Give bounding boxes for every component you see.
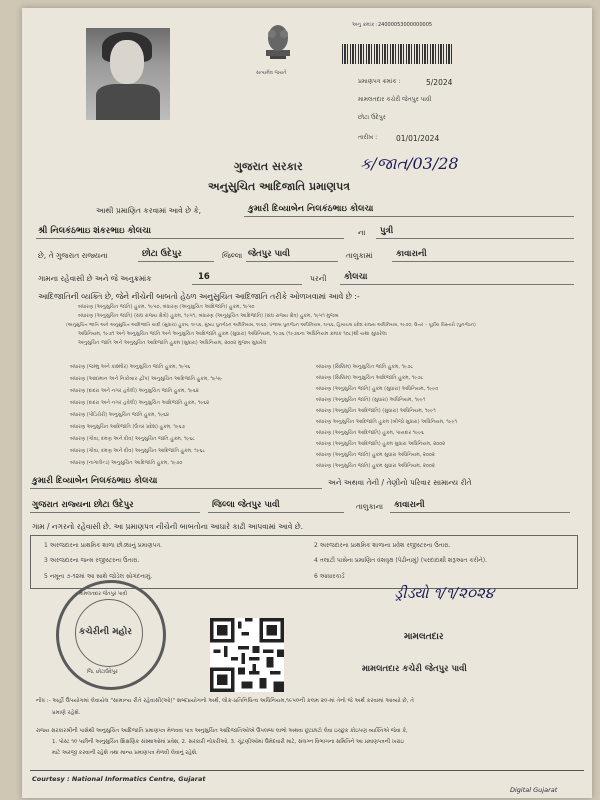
acts-right-item: બંધારણ (અનુસુચિત જાતિ) હુકમ સુધારા અધિનિયમ, ૨૦૦૨ xyxy=(316,463,435,469)
acts-right-item: બંધારણ (અનુસુચિત આદિજાતિ) હુકમ સુધારા અધિનિયમ, ૨૦૦૨ xyxy=(316,441,446,447)
date-label: તારીખ : xyxy=(358,134,378,141)
acts-right-item: બંધારણ (અનુસુચિત આદિજાતિ) (સુધારા) અધિનિયમ, ૧૯૯૧ xyxy=(316,408,436,414)
ashoka-emblem-icon xyxy=(260,20,296,68)
note-line: રાજ્ય સરકારશ્રીની પાસેથી અનુસુચિત આદિજાતિ પ્રમાણપત્ર મેળવવા પાત્ર અનુસુચિત આદિજાતિઓએ ઉપલબ્ધ લાભો અથવા છૂટછાટો લેવા ઇચ્છુક કોઇપણ વ્યક્તિએ જેવા કે, xyxy=(36,728,408,734)
note-line: 1. પોસ્ટ ૧૦ પછીની અનુસુચિત શિક્ષણિક સંસ્થાઓમાં પ્રવેશ, 2. સરકારી નોકરીઓ, 3. ચૂંટણીઓમાં ઉમેદવારી માટે, સંલગ્ન વિભાગના સમિતિને આ પ્રમાણપત્રની ખરાઇ xyxy=(52,739,404,745)
acts-left-item: બંધારણ અનુસુચિત આદિજાતિ (ઉત્તર પ્રદેશ) હુકમ, ૧૯૬૭ xyxy=(70,424,185,430)
acts-right-item: બંધારણ (અનુસુચિત આદિજાતિ) હુકમ, પાયદાર ૧૯૯૬ xyxy=(316,430,424,436)
serial-value: 16 xyxy=(198,272,210,282)
signature-designation: મામલતદાર xyxy=(404,632,444,642)
acts-left-item: બંધારણ (પોંડિચેરી) અનુસુચિત જાતિ હુકમ, ૧૯૬૪ xyxy=(70,412,170,418)
acts-left-item: બંધારણ (દાદરા અને નગર હવેલી) અનુસુચિત આદિજાતિ હુકમ, ૧૯૬૨ xyxy=(70,400,210,406)
village-text: ગામના રહેવાસી છે અને જે અનુક્રમાંક xyxy=(38,274,152,283)
document-item: 1 અરજદારના પ્રાથમિક શાળા છોડ્યાનું પ્રમાણપત્ર. xyxy=(44,542,163,549)
acts-left-item: બંધારણ (જમ્મુ અને કાશ્મીર) અનુસુચિત જાતિ હુકમ, ૧૯૫૬ xyxy=(70,364,191,370)
document-item: 4 તલાટી પાસેના પ્રમાણિત વંશવૃક્ષ (પેઢીનામું) (પરદાદાથી શરૂઆત કરીને). xyxy=(314,557,488,564)
family-text: અને અથવા તેની / તેણીનો પરિવાર સામાન્ય રીતે xyxy=(328,478,472,487)
document-item: 6 આધારકાર્ડ xyxy=(314,573,345,580)
barcode-icon xyxy=(342,44,452,64)
signature-handwritten: ડ્રીડ્યો ૧/૧/૨૦૨૪ xyxy=(394,584,495,602)
applicant-name-2: કુમારી દિવ્યાબેન નિલકંઠભાઇ કોલચા xyxy=(32,476,158,486)
acts-line: અનુસુચિત જાતિ અને અનુસુચિત આદિજાતિ હુકમ (સુધારા) અધિનિયમ, ૨૦૦૨ મુજબ સુધારેલ xyxy=(78,340,267,346)
caste-value: કોલચા xyxy=(344,272,368,282)
certificate-sheet xyxy=(22,8,592,798)
taluka-value: જેતપુર પાવી xyxy=(248,249,290,259)
note-line: માટે અરજી કરવાની રહેશે તથા માન્ય પ્રમાણપત્ર મેળવી લેવાનું રહેશે. xyxy=(52,750,198,756)
applicant-name: કુમારી દિવ્યાબેન નિલકંઠભાઇ કોલચા xyxy=(248,204,374,214)
certificate-title: અનુસુચિત આદિજાતિ પ્રમાણપત્ર xyxy=(208,180,351,193)
state-district-2: ગુજરાત રાજ્યના છોટા ઉદેપુર xyxy=(32,500,134,510)
acts-right-item: બંધારણ (અનુસુચિત જાતિ) હુકમ સુધારા અધિનિયમ, ૨૦૦૨ xyxy=(316,452,435,458)
serial-number: 24000053000000005 xyxy=(378,22,433,28)
acts-left-item: બંધારણ (આંદામાન અને નિકોબાર દ્વીપ) અનુસુચિત આદિજાતિ હુકમ, ૧૯૫૯ xyxy=(70,376,223,382)
relation-label: ના xyxy=(358,228,366,237)
village-2: કાવારાની xyxy=(394,500,425,510)
serial-label: અનુ ક્રમાંક : xyxy=(352,22,378,28)
office-line2: છોટા ઉદેપુર xyxy=(358,114,386,121)
seal-bottom-text: જિ. છોટાઉદેપુર xyxy=(87,669,118,675)
note-line: નોંધ :- અહીં ઉપયોગમાં લેવાયેલ "સામાન્ય રીતે રહેવાસી(ઓ)" શબ્દપ્રયોગનો અર્થ, લોક-પ્રતિનિધિત્વ અધિનિયમ,૧૯૫૦ની કલમ ૨૦-માં તેનો જે અર્થ કરવામાં આવ્યો છે, તે xyxy=(36,698,414,704)
footer-digital-gujarat: Digital Gujarat xyxy=(510,786,558,794)
emblem-caption: સત્યમેવ જયતે xyxy=(256,70,287,76)
government-title: ગુજરાત સરકાર xyxy=(234,160,303,173)
acts-right-item: બંધારણ અનુસુચિત આદિજાતિ હુકમ (બીજો સુધારા) અધિનિયમ, ૧૯૯૧ xyxy=(316,419,458,425)
seal-top-text: મામલતદાર જેતપુર પાવી xyxy=(79,591,128,597)
acts-left-item: બંધારણ (નાગાલેન્ડ) અનુસુચિત આદિજાતિ હુકમ, ૧૯૭૦ xyxy=(70,460,183,466)
footer-courtesy: Courtesy : National Informatics Centre, Gujarat xyxy=(32,775,206,783)
basis-text: ગામ / નગરનો રહેવાસી છે. આ પ્રમાણપત્ર નીચેની બાબતોના આધારે કાઢી આપવામાં આવે છે. xyxy=(32,522,304,531)
note-line: પ્રમાણે રહેશે. xyxy=(52,710,81,716)
district-value: છોટા ઉદેપુર xyxy=(142,249,182,259)
acts-line: (અનુસુચિત જાતિ અને અનુસુચિત આદિજાતિ યાદી (સુધારા) હુકમ, ૧૯૫૬, મુંબઇ પુનર્ગઠન અધિનિયમ, ૧૯૬૦, પંજાબ પુનર્ગઠન અધિનિયમ, ૧૯૬૬, હિમાચલ પ્રદેશ રાજ્ય અધિનિયમ, ૧૯૭૦, ઉત્તર – પૂર્વીય વિસ્તારો (પુનર્ગઠન) xyxy=(66,323,476,328)
acts-line: બંધારણ (અનુસુચિત જાતિ) હુકમ, ૧૯૫૦, બંધારણ (અનુસુચિત આદિજાતિ) હુકમ, ૧૯૫૦ xyxy=(78,304,255,310)
father-name: શ્રી નિલકંઠભાઇ શંકરભાઇ કોલચા xyxy=(38,226,151,236)
taluka-label-2: તાલુકાના xyxy=(356,502,384,511)
tribe-sentence: આદિજાતિની વ્યક્તિ છે, જેને નીચેની બાબતો હેઠળ અનુસુચિત આદિજાતિ તરીકે ઓળખવામાં આવે છે :- xyxy=(38,292,360,301)
office-line1: મામલતદાર કચેરી જેતપુર પાવી xyxy=(358,96,432,103)
acts-right-item: બંધારણ (અનુસુચિત જાતિ) (સુધારા) અધિનિયમ, ૧૯૯૧ xyxy=(316,397,426,403)
handwritten-reference: ક/જાત/03/28 xyxy=(360,154,459,173)
acts-left-item: બંધારણ (દાદરા અને નગર હવેલી) અનુસુચિત જાતિ હુકમ, ૧૯૬૨ xyxy=(70,388,199,394)
document-item: 5 નમૂના ૭-૧૨માં આ સાથે જોડેલ સોગંદનામું. xyxy=(44,573,153,580)
relation-value: પુત્રી xyxy=(380,226,394,236)
acts-right-item: બંધારણ (સિક્કિમ) અનુસુચિત આદિજાતિ હુકમ, ૧૯૭૮ xyxy=(316,375,424,381)
district-2: જિલ્લા જેતપુર પાવી xyxy=(212,500,280,510)
acts-right-item: બંધારણ (સિક્કિમ) અનુસુચિત જાતિ હુકમ, ૧૯૭૮ xyxy=(316,364,414,370)
applicant-photo xyxy=(86,28,170,120)
acts-left-item: બંધારણ (ગોવા, દમણ અને દીવ) અનુસુચિત જાતિ હુકમ, ૧૯૬૮ xyxy=(70,436,195,442)
taluka-suffix: તાલુકામાં xyxy=(346,251,373,260)
document-item: 2 અરજદારના પ્રાથમિક શાળાના પ્રવેશ રજીસ્ટરના ઉતારા. xyxy=(314,542,451,549)
office-seal xyxy=(56,580,166,690)
serial-suffix: પરની xyxy=(310,274,327,283)
village-value: કાવારાની xyxy=(396,249,427,259)
state-text: છે, તે ગુજરાત રાજ્યના xyxy=(38,251,108,260)
certificate-no: 5/2024 xyxy=(426,78,453,87)
certificate-no-label: પ્રમાણપત્ર ક્રમાંક : xyxy=(358,78,401,85)
issue-date: 01/01/2024 xyxy=(396,134,440,143)
document-item: 3 અરજદારના જન્મ રજીસ્ટરના ઉતારા. xyxy=(44,557,140,564)
seal-center-text: કચેરીની મહોર xyxy=(79,627,132,637)
taluka-field-label: જિલ્લા xyxy=(222,251,243,260)
certify-text: આથી પ્રમાણિત કરવામાં આવે છે કે, xyxy=(96,206,202,215)
acts-line: અધિનિયમ, ૧૯૭૧ અને અનુસુચિત જાતિ અને અનુસુચિત આદિજાતિ હુકમ (સુધારા) અધિનિયમ, ૧૯૭૬ (૧૯૭૬ના અધિનિયમ ક્રમાંક ૧૦૮)થી યથા સુધારેલા xyxy=(78,331,387,337)
acts-left-item: બંધારણ (ગોવા, દમણ અને દીવ) અનુસુચિત આદિજાતિ હુકમ, ૧૯૬૮ xyxy=(70,448,206,454)
qr-code-icon xyxy=(210,618,284,692)
acts-right-item: બંધારણ (અનુસુચિત જાતિ) હુકમ (સુધારા) અધિનિયમ, ૧૯૯૦ xyxy=(316,386,439,392)
acts-line: બંધારણ (અનુસુચિત જાતિ) (સંઘ રાજ્ય ક્ષેત્રો) હુકમ, ૧૯૫૧, બંધારણ (અનુસુચિત આદિજાતિ) (સંઘ રાજ્ય ક્ષેત્ર) હુકમ, ૧૯૫૧ મુજબ xyxy=(78,313,339,319)
signature-office: મામલતદાર કચેરી જેતપુર પાવી xyxy=(362,664,467,674)
